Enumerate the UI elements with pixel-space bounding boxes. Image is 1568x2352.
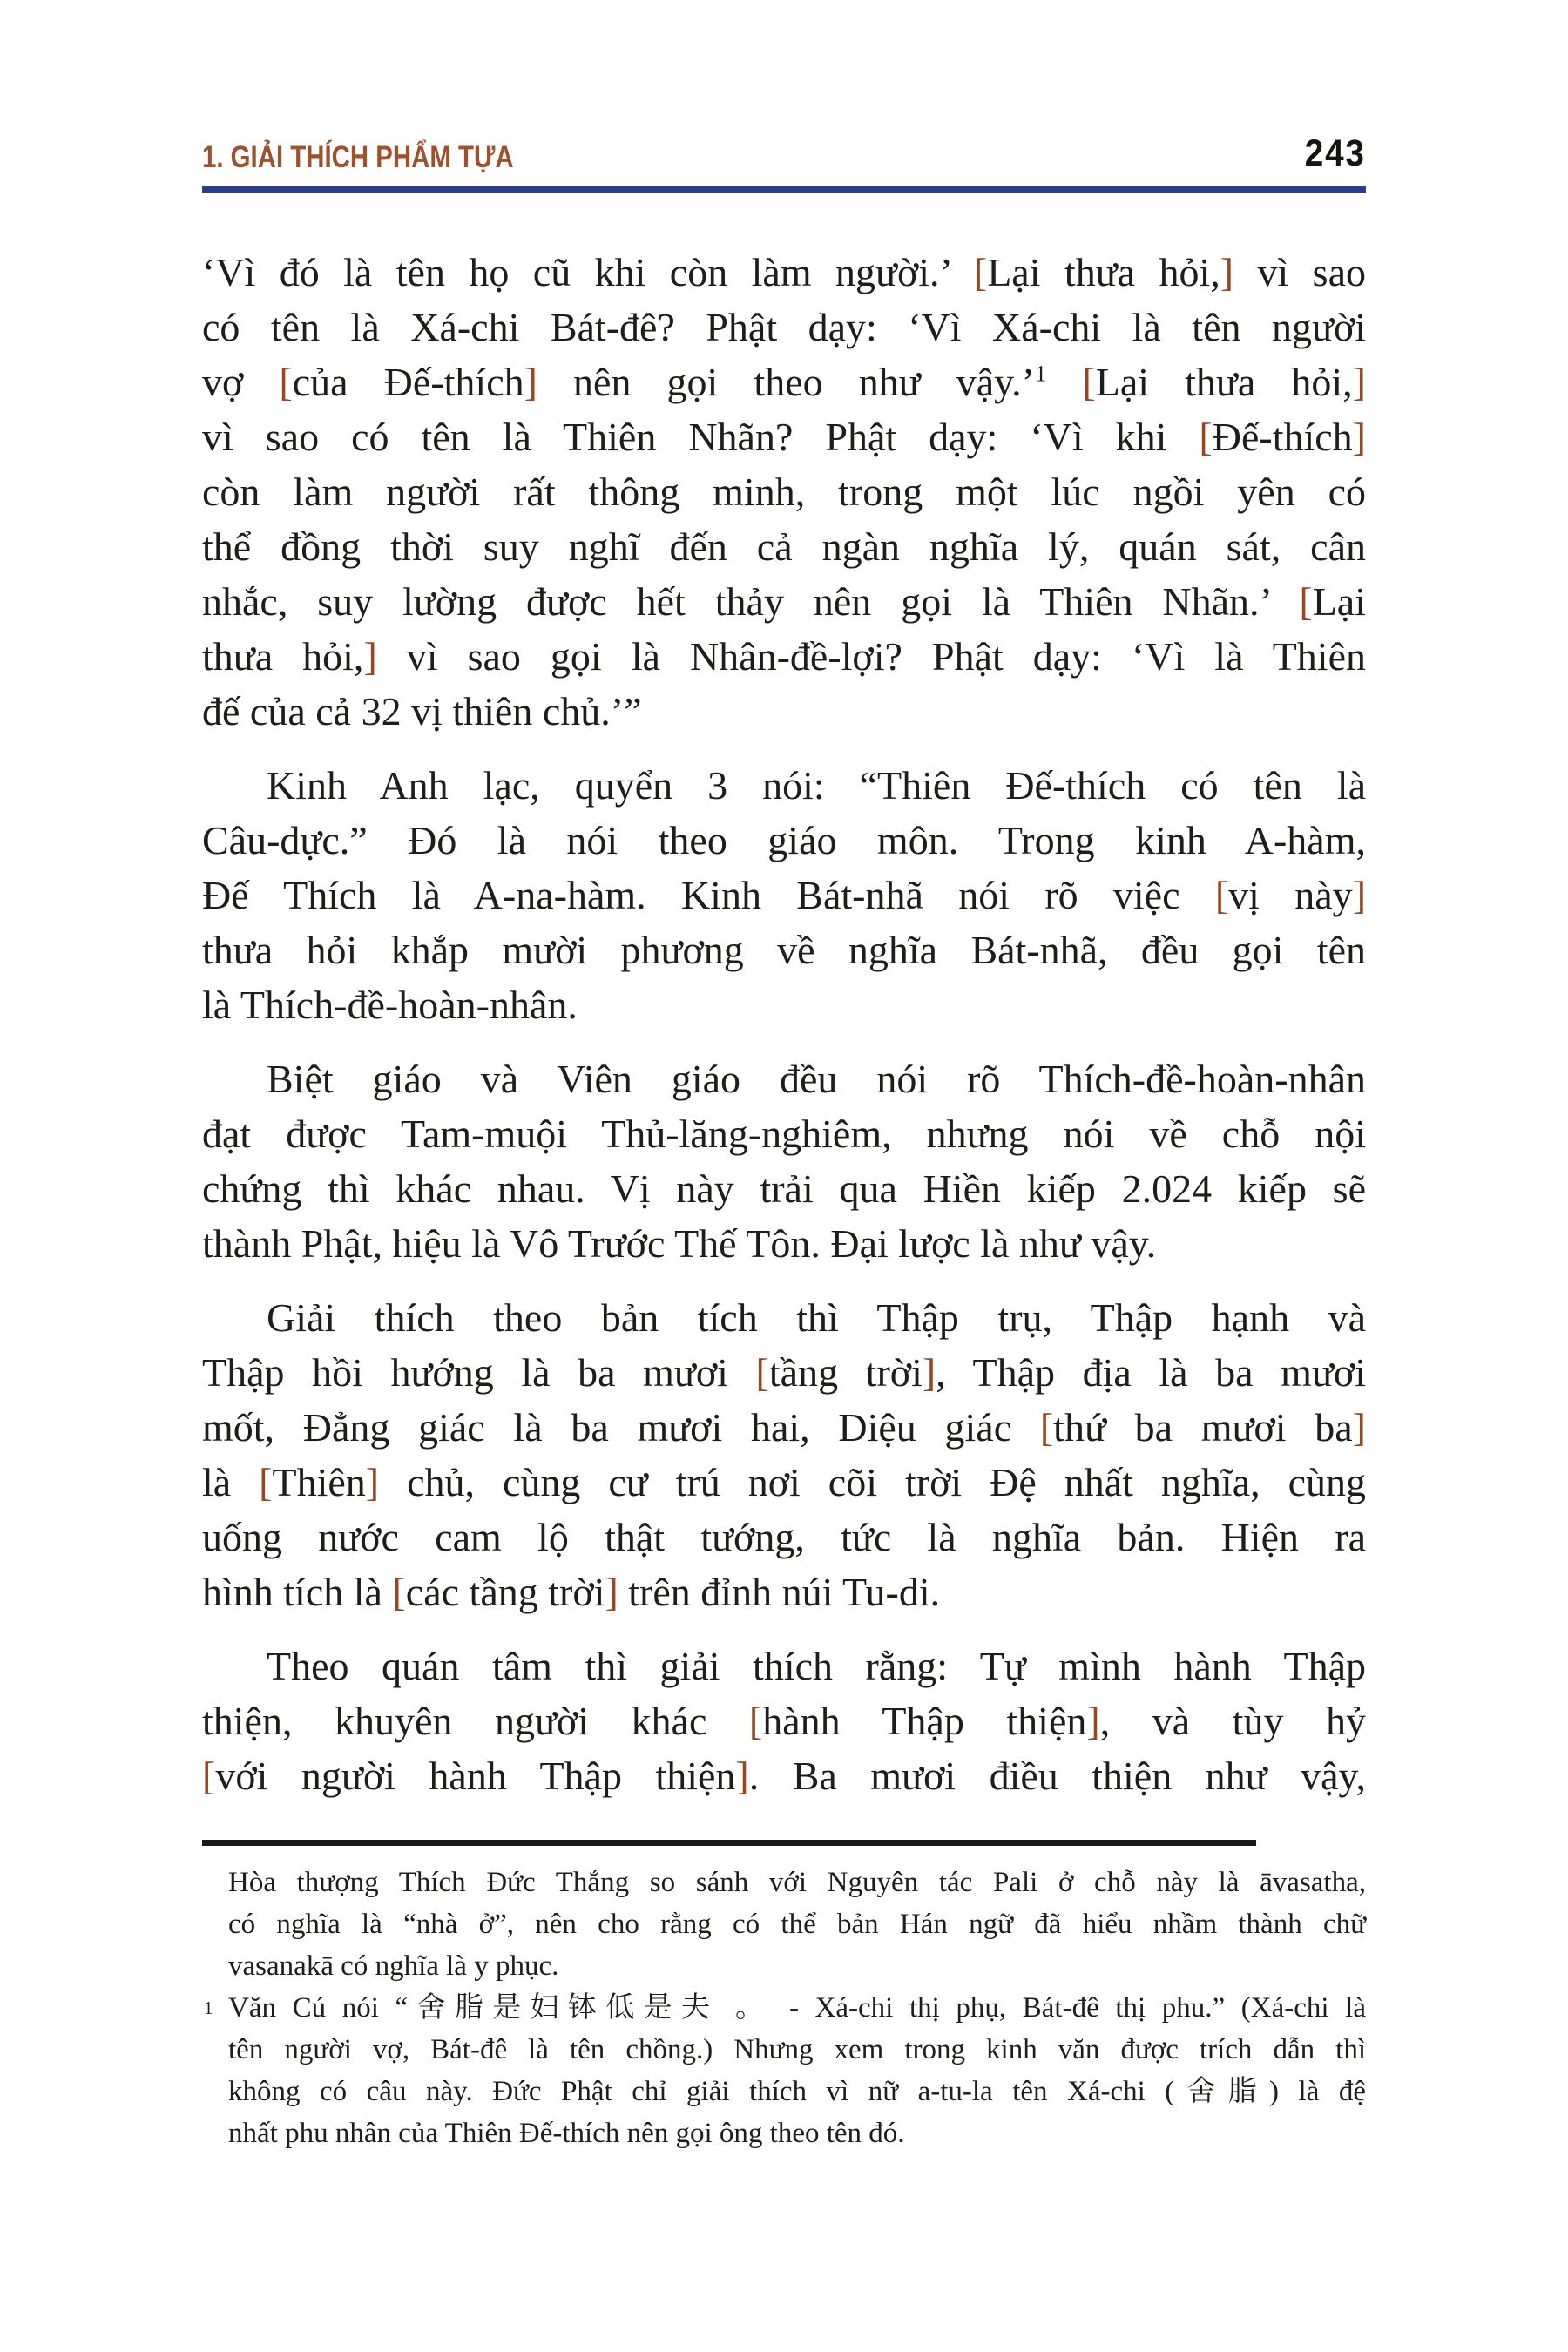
body-line: còn làm người rất thông minh, trong một lúc ngồi yên có xyxy=(202,470,1366,514)
footnote-line: vasanakā có nghĩa là y phục. xyxy=(228,1950,559,1982)
bracket-close: ] xyxy=(922,1350,936,1395)
body-line: Biệt giáo và Viên giáo đều nói rõ Thích-đề-hoàn-nhân xyxy=(267,1057,1366,1101)
body-line: Đế Thích là A-na-hàm. Kinh Bát-nhã nói rõ việc [vị này] xyxy=(202,873,1367,917)
bracket-close: ] xyxy=(1220,250,1234,294)
bracket-open: [ xyxy=(973,250,988,294)
bracket-close: ] xyxy=(363,634,377,679)
body-line: mốt, Đẳng giác là ba mươi hai, Diệu giác [thứ ba mươi ba] xyxy=(202,1405,1366,1450)
body-line: Kinh Anh lạc, quyển 3 nói: “Thiên Đế-thích có tên là xyxy=(267,763,1366,808)
footnote xyxy=(202,1987,1366,2154)
bracket-close: ] xyxy=(524,360,537,404)
footnote-marker: 1 xyxy=(204,1997,213,2018)
body-line: vợ [của Đế-thích] nên gọi theo như vậy.’$^1$ [Lại thưa hỏi,] xyxy=(202,360,1366,404)
page-content xyxy=(202,132,1366,2154)
body-line: chứng thì khác nhau. Vị này trải qua Hiền kiếp 2.024 kiếp sẽ xyxy=(202,1166,1366,1211)
footnote-line: Hòa thượng Thích Đức Thắng so sánh với Nguyên tác Pali ở chỗ này là āvasatha, xyxy=(228,1867,1366,1898)
footnote-line: nhất phu nhân của Thiên Đế-thích nên gọi ông theo tên đó. xyxy=(228,2118,905,2149)
body-line: có tên là Xá-chi Bát-đê? Phật dạy: ‘Vì Xá-chi là tên người xyxy=(202,305,1366,349)
bracket-open: [ xyxy=(392,1570,406,1614)
body-line: thưa hỏi,] vì sao gọi là Nhân-đề-lợi? Phật dạy: ‘Vì là Thiên xyxy=(202,634,1366,679)
footnote-line: Văn Cú nói “舍脂是妇钵低是夫 。 - Xá-chi thị phụ, Bát-đê thị phu.” (Xá-chi là xyxy=(228,1992,1366,2024)
bracket-open: [ xyxy=(259,1460,273,1504)
body-line: ‘Vì đó là tên họ cũ khi còn làm người.’ [Lại thưa hỏi,] vì sao xyxy=(202,250,1366,294)
paragraph xyxy=(202,1290,1366,1619)
body-line: thưa hỏi khắp mười phương về nghĩa Bát-nhã, đều gọi tên xyxy=(202,928,1366,972)
body-line: uống nước cam lộ thật tướng, tức là nghĩa bản. Hiện ra xyxy=(202,1515,1366,1559)
bracket-close: ] xyxy=(1352,1405,1366,1450)
body-line: thể đồng thời suy nghĩ đến cả ngàn nghĩa lý, quán sát, cân xyxy=(202,524,1366,569)
bracket-close: ] xyxy=(1086,1699,1100,1743)
paragraph xyxy=(202,758,1366,1032)
footnotes xyxy=(202,1862,1366,2154)
footnote-line: có nghĩa là “nhà ở”, nên cho rằng có thể bản Hán ngữ đã hiểu nhầm thành chữ xyxy=(228,1909,1366,1940)
bracket-close: ] xyxy=(1352,873,1367,917)
body-line: Giải thích theo bản tích thì Thập trụ, Thập hạnh và xyxy=(267,1295,1366,1340)
bracket-open: [ xyxy=(1299,579,1313,624)
body-line: thành Phật, hiệu là Vô Trước Thế Tôn. Đại lược là như vậy. xyxy=(202,1221,1157,1266)
bracket-close: ] xyxy=(1352,415,1366,459)
bracket-open: [ xyxy=(755,1350,769,1395)
bracket-open: [ xyxy=(1039,1405,1054,1450)
footnote-separator xyxy=(202,1840,1256,1846)
body-line: Theo quán tâm thì giải thích rằng: Tự mình hành Thập xyxy=(267,1644,1366,1688)
body-line: hình tích là [các tầng trời] trên đỉnh núi Tu-di. xyxy=(202,1570,941,1614)
bracket-open: [ xyxy=(202,1754,216,1798)
bracket-open: [ xyxy=(1199,415,1213,459)
body-line: Câu-dực.” Đó là nói theo giáo môn. Trong kinh A-hàm, xyxy=(202,818,1366,862)
body xyxy=(202,245,1366,1803)
body-line: vì sao có tên là Thiên Nhãn? Phật dạy: ‘Vì khi [Đế-thích] xyxy=(202,415,1366,459)
body-line: nhắc, suy lường được hết thảy nên gọi là Thiên Nhãn.’ [Lại xyxy=(202,579,1366,624)
footnote-line: không có câu này. Đức Phật chỉ giải thích vì nữ a-tu-la tên Xá-chi (舍脂) là đệ xyxy=(228,2076,1366,2107)
body-line: Thập hồi hướng là ba mươi [tầng trời], Thập địa là ba mươi xyxy=(202,1350,1366,1395)
bracket-close: ] xyxy=(365,1460,380,1504)
page-number: 243 xyxy=(1305,132,1366,174)
footnote-ref: 1 xyxy=(1035,360,1047,387)
bracket-close: ] xyxy=(605,1570,618,1614)
bracket-open: [ xyxy=(1214,873,1229,917)
bracket-close: ] xyxy=(735,1754,749,1798)
body-line: đế của cả 32 vị thiên chủ.’” xyxy=(202,689,642,733)
body-line: là [Thiên] chủ, cùng cư trú nơi cõi trời Đệ nhất nghĩa, cùng xyxy=(202,1460,1366,1504)
bracket-open: [ xyxy=(748,1699,763,1743)
footnote-line: tên người vợ, Bát-đê là tên chồng.) Nhưng xem trong kinh văn được trích dẫn thì xyxy=(228,2034,1366,2065)
body-line: là Thích-đề-hoàn-nhân. xyxy=(202,983,578,1027)
section-title: 1. GIẢI THÍCH PHẨM TỰA xyxy=(202,140,514,174)
bracket-open: [ xyxy=(1082,360,1096,404)
body-line: đạt được Tam-muội Thủ-lăng-nghiêm, nhưng nói về chỗ nội xyxy=(202,1112,1366,1156)
paragraph xyxy=(202,245,1366,739)
running-header xyxy=(202,132,1366,193)
bracket-open: [ xyxy=(279,360,293,404)
paragraph xyxy=(202,1051,1366,1271)
footnote xyxy=(202,1862,1366,1987)
bracket-close: ] xyxy=(1352,360,1366,404)
body-line: [với người hành Thập thiện]. Ba mươi điều thiện như vậy, xyxy=(202,1754,1366,1798)
paragraph xyxy=(202,1639,1366,1803)
body-line: thiện, khuyên người khác [hành Thập thiện], và tùy hỷ xyxy=(202,1699,1366,1743)
